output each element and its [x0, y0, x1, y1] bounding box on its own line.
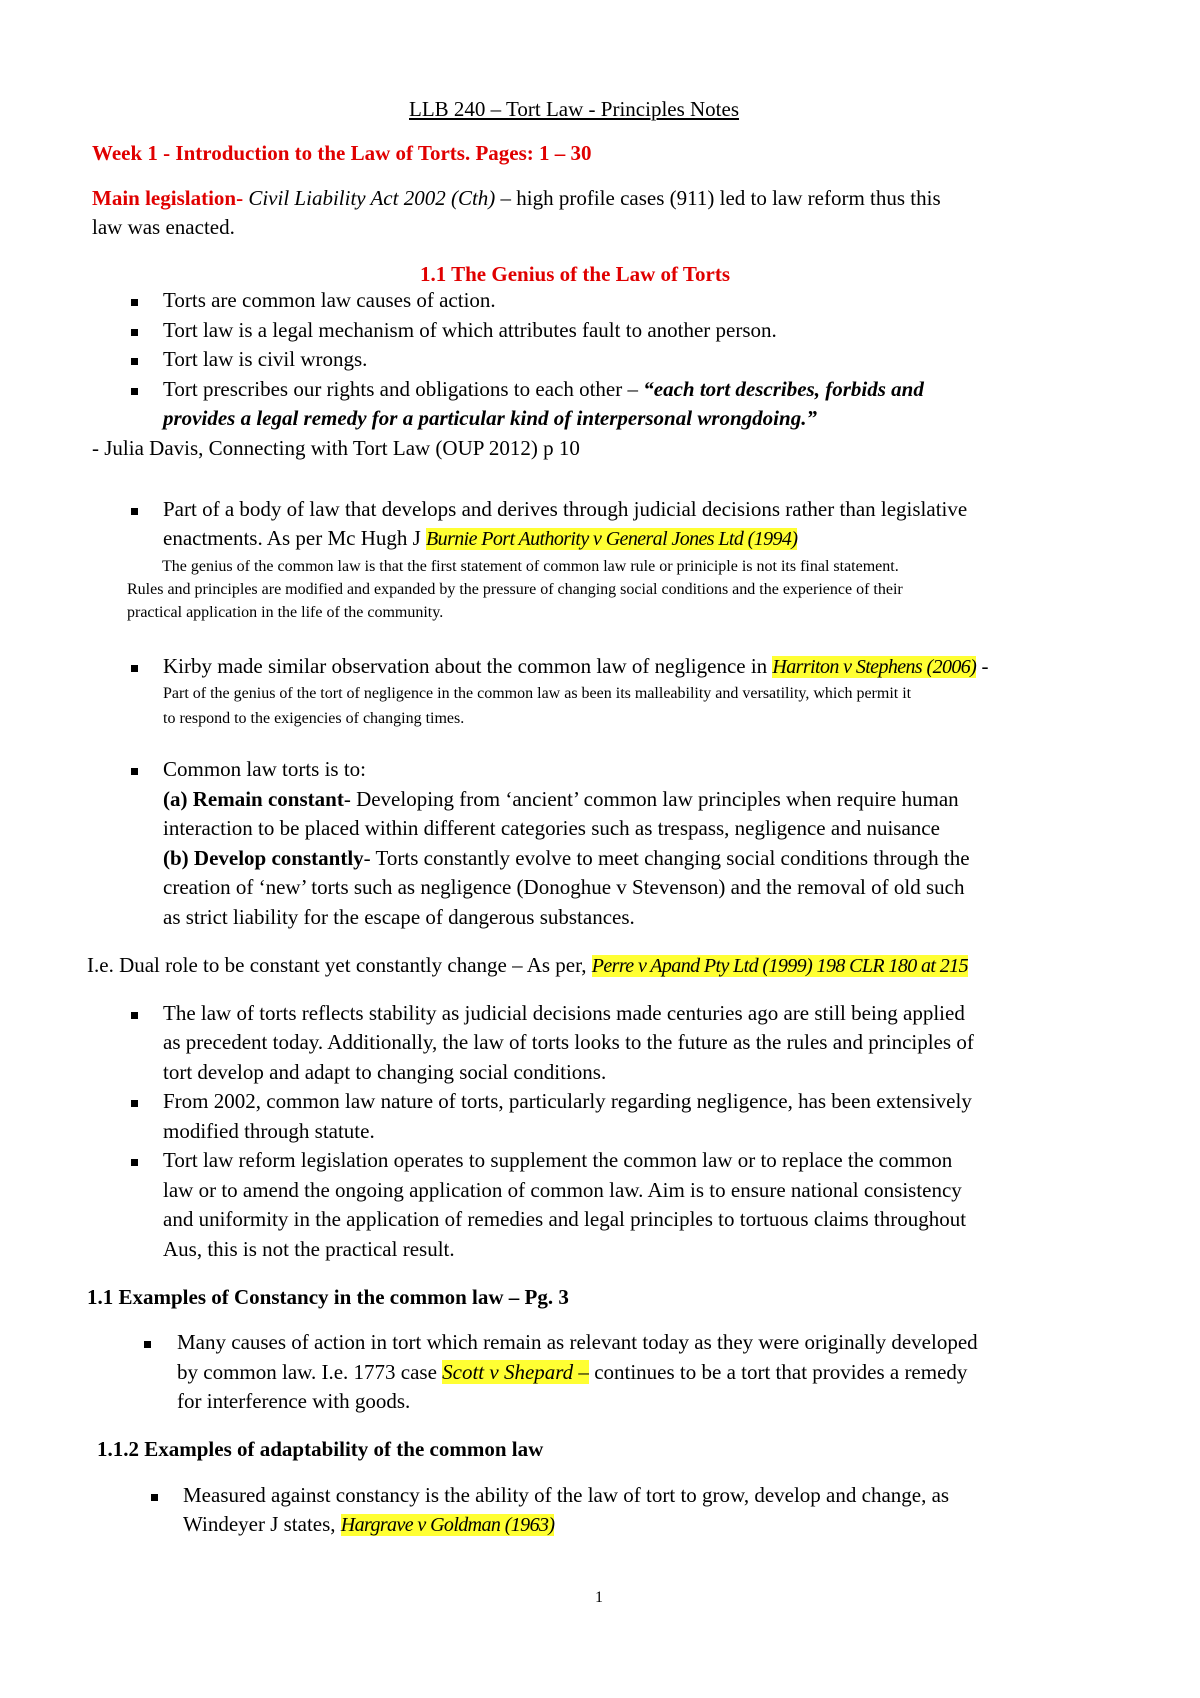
- bullet-square-icon: [131, 1159, 138, 1166]
- bullet-square-icon: [151, 1494, 158, 1501]
- case-perre-apand: Perre v Apand Pty Ltd (1999) 198 CLR 180 at 215: [591, 955, 968, 977]
- common-b-text: - Torts constantly evolve to meet changing social conditions through the: [363, 846, 970, 870]
- kirby-quote-2: to respond to the exigencies of changing times.: [163, 710, 465, 727]
- davis-citation: - Julia Davis, Connecting with Tort Law (OUP 2012) p 10: [92, 436, 580, 460]
- constancy-line-2: [177, 1360, 967, 1385]
- case-hargrave: Hargrave v Goldman (1963): [340, 1514, 555, 1536]
- bullet-square-icon: [131, 665, 138, 672]
- mchugh-quote-2: Rules and principles are modified and expanded by the pressure of changing social conditions and the experience of their: [127, 581, 903, 598]
- genius-bullet-4: [163, 377, 924, 402]
- legislation-act: Civil Liability Act 2002 (Cth): [248, 186, 496, 210]
- constancy-line-3: for interference with goods.: [177, 1389, 411, 1413]
- constancy-heading: 1.1 Examples of Constancy in the common law – Pg. 3: [87, 1285, 569, 1309]
- genius-quote-part2: provides a legal remedy for a particular kind of interpersonal wrongdoing.”: [163, 406, 817, 430]
- genius-bullet-4-text: Tort prescribes our rights and obligations to each other –: [163, 377, 638, 401]
- mchugh-quote-3: practical application in the life of the community.: [127, 604, 444, 621]
- kirby-line-1-text: Kirby made similar observation about the common law of negligence in: [163, 654, 768, 678]
- stability-b1-line3: tort develop and adapt to changing social conditions.: [163, 1060, 607, 1084]
- bullet-square-icon: [131, 1100, 138, 1107]
- bullet-square-icon: [131, 329, 138, 336]
- stability-b3-line4: Aus, this is not the practical result.: [163, 1237, 455, 1261]
- stability-b3-line3: and uniformity in the application of remedies and legal principles to tortuous claims throughout: [163, 1207, 967, 1231]
- bullet-square-icon: [131, 299, 138, 306]
- legislation-rest: – high profile cases (911) led to law reform thus this: [500, 186, 941, 210]
- legislation-line: [92, 186, 941, 211]
- bullet-square-icon: [131, 358, 138, 365]
- case-burnie-port: Burnie Port Authority v General Jones Ltd (1994): [426, 528, 798, 550]
- mchugh-line-2: [163, 526, 797, 551]
- dual-role-line: [87, 953, 968, 978]
- common-b-line: [163, 846, 970, 871]
- adaptability-heading: 1.1.2 Examples of adaptability of the common law: [97, 1437, 544, 1461]
- kirby-quote-1: Part of the genius of the tort of negligence in the common law as been its malleability and versatility, which permit it: [163, 685, 912, 702]
- week-heading: Week 1 - Introduction to the Law of Torts. Pages: 1 – 30: [92, 141, 592, 165]
- mchugh-line-2-text: enactments. As per Mc Hugh J: [163, 526, 421, 550]
- stability-b1-line2: as precedent today. Additionally, the law of torts looks to the future as the rules and principles of: [163, 1030, 974, 1054]
- constancy-line-2-text: by common law. I.e. 1773 case: [177, 1360, 437, 1384]
- adaptability-line-2-text: Windeyer J states,: [183, 1512, 336, 1536]
- stability-b2-line2: modified through statute.: [163, 1119, 375, 1143]
- legislation-label: Main legislation-: [92, 186, 244, 210]
- stability-b1-line1: The law of torts reflects stability as judicial decisions made centuries ago are still being applied: [163, 1001, 965, 1025]
- genius-bullet-2: Tort law is a legal mechanism of which attributes fault to another person.: [163, 318, 777, 342]
- bullet-square-icon: [131, 508, 138, 515]
- common-b-line2: creation of ‘new’ torts such as negligence (Donoghue v Stevenson) and the removal of old such: [163, 875, 965, 899]
- bullet-square-icon: [131, 1012, 138, 1019]
- bullet-square-icon: [144, 1341, 151, 1348]
- bullet-square-icon: [131, 768, 138, 775]
- adaptability-line-2: [183, 1512, 554, 1537]
- genius-bullet-3: Tort law is civil wrongs.: [163, 347, 368, 371]
- adaptability-line-1: Measured against constancy is the ability of the law of tort to grow, develop and change, as: [183, 1483, 950, 1507]
- kirby-dash: -: [981, 654, 989, 678]
- kirby-line-1: [163, 654, 989, 679]
- case-harriton: Harriton v Stephens (2006): [772, 656, 977, 678]
- common-intro: Common law torts is to:: [163, 757, 367, 781]
- mchugh-quote-1: The genius of the common law is that the first statement of common law rule or priniciple is not its final statement.: [162, 558, 899, 575]
- common-a-label: (a) Remain constant: [163, 787, 344, 811]
- common-b-line3: as strict liability for the escape of dangerous substances.: [163, 905, 635, 929]
- genius-quote-part1: “each tort describes, forbids and: [643, 377, 924, 401]
- mchugh-line-1: Part of a body of law that develops and derives through judicial decisions rather than legislative: [163, 497, 968, 521]
- section-genius-heading: 1.1 The Genius of the Law of Torts: [420, 262, 730, 286]
- constancy-line-2-rest: continues to be a tort that provides a remedy: [594, 1360, 968, 1384]
- case-scott-shepard: Scott v Shepard –: [442, 1360, 589, 1384]
- genius-bullet-1: Torts are common law causes of action.: [163, 288, 496, 312]
- constancy-line-1: Many causes of action in tort which remain as relevant today as they were originally developed: [177, 1330, 978, 1354]
- common-a-line2: interaction to be placed within different categories such as trespass, negligence and nuisance: [163, 816, 940, 840]
- legislation-line2: law was enacted.: [92, 215, 235, 239]
- document-title: LLB 240 – Tort Law - Principles Notes: [409, 97, 740, 121]
- bullet-square-icon: [131, 388, 138, 395]
- page-number: 1: [595, 1589, 603, 1606]
- common-b-label: (b) Develop constantly: [163, 846, 364, 870]
- stability-b2-line1: From 2002, common law nature of torts, particularly regarding negligence, has been extensively: [163, 1089, 972, 1113]
- common-a-line: [163, 787, 959, 812]
- dual-role-text: I.e. Dual role to be constant yet constantly change – As per,: [87, 953, 587, 977]
- common-a-text: - Developing from ‘ancient’ common law principles when require human: [343, 787, 959, 811]
- stability-b3-line1: Tort law reform legislation operates to supplement the common law or to replace the common: [163, 1148, 953, 1172]
- stability-b3-line2: law or to amend the ongoing application of common law. Aim is to ensure national consistency: [163, 1178, 962, 1202]
